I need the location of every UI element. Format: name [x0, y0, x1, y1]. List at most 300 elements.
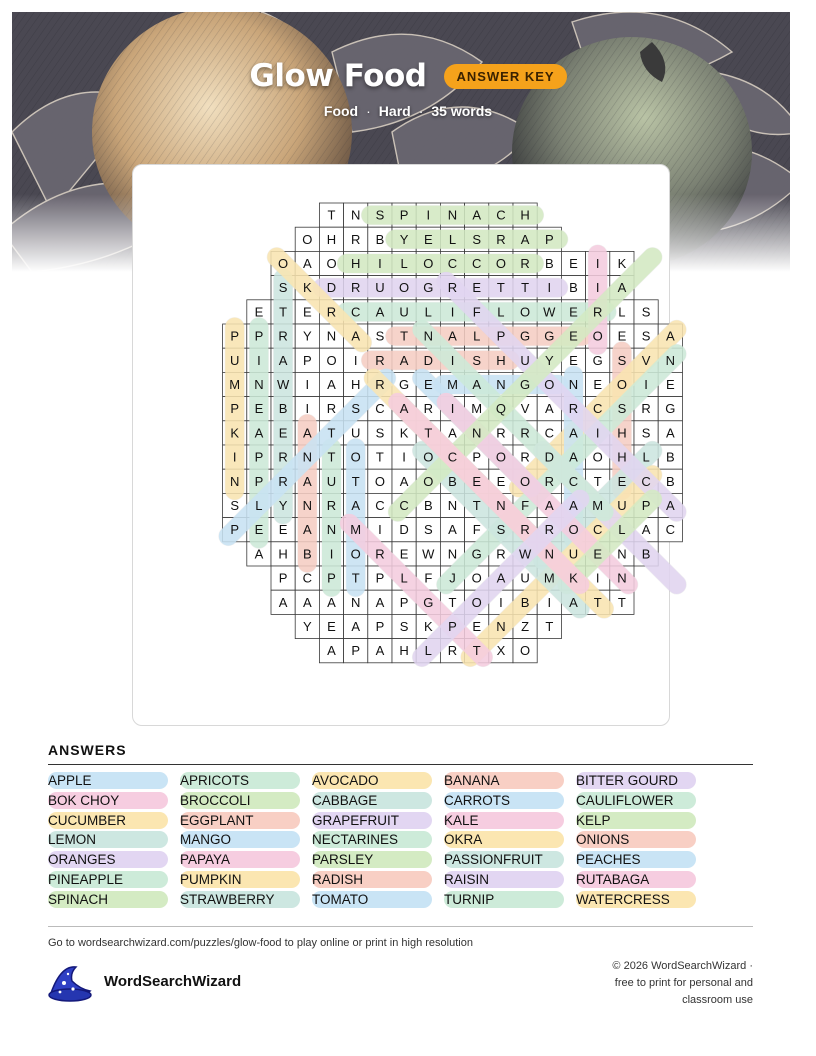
grid-letter: T: [351, 473, 360, 489]
grid-letter: W: [422, 546, 435, 562]
grid-letter: N: [326, 328, 337, 344]
grid-letter: B: [665, 473, 675, 489]
grid-letter: A: [399, 473, 409, 489]
grid-letter: P: [254, 328, 264, 344]
grid-letter: P: [472, 449, 482, 465]
grid-letter: E: [254, 522, 264, 538]
grid-letter: H: [617, 425, 627, 441]
grid-letter: R: [447, 643, 458, 659]
grid-letter: T: [327, 449, 336, 465]
grid-letter: A: [665, 498, 675, 513]
grid-letter: W: [543, 304, 556, 320]
puzzle-meta: Food · Hard · 35 words: [323, 103, 493, 119]
grid-letter: O: [350, 546, 361, 562]
grid-letter: R: [496, 425, 506, 441]
grid-letter: R: [593, 304, 603, 320]
grid-letter: M: [471, 401, 483, 417]
grid-letter: I: [329, 546, 334, 562]
grid-letter: B: [665, 449, 675, 465]
grid-letter: Z: [521, 619, 530, 634]
grid-letter: U: [326, 473, 337, 489]
grid-letter: A: [302, 522, 312, 538]
grid-letter: O: [568, 522, 579, 538]
grid-letter: O: [471, 594, 482, 610]
grid-letter: S: [375, 425, 385, 441]
grid-letter: E: [423, 377, 433, 392]
grid-letter: S: [617, 352, 627, 368]
grid-letter: S: [278, 280, 288, 296]
grid-letter: O: [592, 328, 603, 344]
grid-letter: G: [665, 401, 676, 417]
grid-letter: A: [665, 328, 675, 344]
grid-letter: E: [423, 231, 433, 247]
grid-letter: N: [351, 207, 361, 223]
grid-letter: C: [351, 304, 361, 320]
grid-letter: R: [544, 522, 554, 538]
grid-letter: R: [544, 473, 554, 489]
footer-divider: [48, 926, 753, 927]
grid-letter: T: [327, 207, 336, 223]
grid-letter: A: [399, 401, 409, 417]
grid-letter: A: [351, 498, 361, 513]
grid-letter: I: [450, 304, 455, 320]
answer-bitter-gourd: BITTER GOURD: [576, 772, 696, 789]
grid-letter: T: [521, 280, 530, 296]
grid-letter: D: [326, 280, 337, 296]
grid-letter: A: [448, 522, 457, 538]
grid-letter: L: [497, 304, 505, 320]
grid-letter: A: [448, 425, 457, 441]
grid-letter: O: [423, 256, 434, 271]
grid-letter: K: [230, 425, 240, 441]
answer-mango: MANGO: [180, 831, 300, 848]
grid-letter: U: [520, 352, 530, 368]
grid-letter: A: [327, 594, 336, 610]
answer-kale: KALE: [444, 812, 564, 829]
grid-letter: F: [472, 522, 481, 538]
answer-okra: OKRA: [444, 831, 564, 848]
grid-letter: P: [327, 570, 336, 586]
grid-letter: G: [592, 352, 603, 368]
grid-letter: P: [448, 619, 457, 634]
answer-radish: RADISH: [312, 871, 432, 888]
answer-apple: APPLE: [48, 772, 168, 789]
grid-letter: T: [327, 425, 336, 441]
grid-letter: P: [302, 352, 312, 368]
grid-letter: L: [448, 231, 457, 247]
grid-letter: I: [378, 522, 382, 538]
grid-letter: O: [520, 304, 531, 320]
grid-letter: B: [375, 231, 385, 247]
grid-letter: A: [375, 643, 385, 659]
grid-letter: M: [592, 498, 604, 513]
grid-letter: E: [569, 256, 578, 271]
grid-letter: N: [496, 498, 506, 513]
grid-letter: C: [593, 401, 603, 417]
grid-letter: P: [496, 328, 506, 344]
grid-letter: T: [400, 328, 409, 344]
grid-letter: A: [327, 377, 336, 392]
grid-letter: G: [423, 594, 434, 610]
grid-letter: E: [472, 473, 482, 489]
grid-letter: A: [327, 643, 336, 659]
grid-letter: H: [399, 643, 409, 659]
grid-letter: M: [543, 570, 555, 586]
grid-letter: P: [278, 570, 288, 586]
puzzle-title: Glow Food: [249, 58, 427, 94]
grid-letter: Q: [495, 401, 506, 417]
grid-letter: T: [472, 643, 481, 659]
grid-letter: M: [447, 377, 458, 392]
grid-letter: G: [520, 328, 531, 344]
answer-cauliflower: CAULIFLOWER: [576, 792, 696, 809]
grid-letter: S: [230, 498, 240, 513]
answer-spinach: SPINACH: [48, 891, 168, 908]
grid-letter: H: [351, 256, 361, 271]
grid-letter: N: [447, 498, 458, 513]
grid-letter: K: [569, 570, 578, 586]
grid-letter: G: [520, 377, 531, 392]
grid-letter: S: [641, 328, 651, 344]
grid-letter: E: [278, 425, 288, 441]
grid-letter: M: [350, 522, 362, 538]
grid-letter: K: [399, 425, 409, 441]
grid-letter: I: [426, 207, 431, 223]
grid-letter: P: [230, 401, 240, 417]
grid-letter: P: [254, 473, 264, 489]
grid-letter: O: [495, 256, 506, 271]
grid-letter: E: [302, 304, 312, 320]
grid-letter: A: [448, 328, 457, 344]
grid-letter: I: [402, 449, 406, 465]
answer-onions: ONIONS: [576, 831, 696, 848]
grid-letter: N: [326, 522, 337, 538]
grid-letter: P: [230, 522, 240, 538]
grid-letter: R: [520, 425, 530, 441]
grid-letter: O: [423, 473, 434, 489]
grid-letter: E: [617, 473, 627, 489]
grid-letter: N: [351, 594, 361, 610]
grid-letter: J: [449, 570, 456, 586]
grid-letter: N: [302, 498, 312, 513]
grid-letter: A: [520, 231, 530, 247]
grid-letter: N: [496, 377, 506, 392]
grid-letter: E: [617, 328, 627, 344]
grid-letter: I: [353, 352, 358, 368]
grid-letter: O: [326, 352, 337, 368]
grid-letter: N: [496, 619, 506, 634]
grid-letter: R: [351, 280, 361, 296]
grid-letter: S: [375, 328, 385, 344]
grid-letter: B: [423, 498, 433, 513]
grid-letter: I: [595, 280, 600, 296]
grid-letter: G: [423, 280, 434, 296]
grid-letter: T: [375, 449, 384, 465]
grid-letter: O: [495, 449, 506, 465]
grid-letter: B: [569, 280, 578, 296]
grid-letter: F: [521, 498, 530, 513]
grid-letter: C: [472, 256, 482, 271]
grid-letter: R: [520, 449, 530, 465]
grid-letter: C: [568, 473, 579, 489]
grid-letter: E: [472, 280, 482, 296]
grid-letter: E: [399, 546, 409, 562]
answer-strawberry: STRAWBERRY: [180, 891, 300, 908]
grid-letter: N: [302, 449, 312, 465]
grid-letter: R: [351, 231, 361, 247]
grid-letter: O: [471, 570, 482, 586]
wizard-hat-icon: [46, 963, 94, 1003]
grid-letter: Y: [399, 231, 409, 247]
grid-letter: C: [302, 570, 312, 586]
answer-turnip: TURNIP: [444, 891, 564, 908]
answer-peaches: PEACHES: [576, 851, 696, 868]
grid-letter: E: [569, 304, 578, 320]
grid-letter: L: [424, 643, 432, 659]
answer-kelp: KELP: [576, 812, 696, 829]
answer-pumpkin: PUMPKIN: [180, 871, 300, 888]
grid-letter: O: [616, 377, 627, 392]
answer-eggplant: EGGPLANT: [180, 812, 300, 829]
answer-rutabaga: RUTABAGA: [576, 871, 696, 888]
grid-letter: E: [278, 522, 288, 538]
grid-letter: A: [302, 473, 312, 489]
grid-letter: H: [351, 377, 361, 392]
grid-letter: A: [569, 425, 578, 441]
grid-letter: S: [496, 522, 506, 538]
grid-letter: E: [569, 328, 578, 344]
brand-name: WordSearchWizard: [104, 973, 242, 990]
grid-letter: D: [423, 352, 433, 368]
grid-letter: T: [593, 594, 602, 610]
grid-letter: R: [496, 546, 506, 562]
grid-letter: A: [278, 352, 288, 368]
answers-heading: ANSWERS: [48, 742, 127, 758]
grid-letter: V: [641, 352, 651, 368]
answer-passionfruit: PASSIONFRUIT: [444, 851, 564, 868]
grid-letter: G: [471, 546, 482, 562]
grid-letter: I: [232, 449, 237, 465]
answer-bok-choy: BOK CHOY: [48, 792, 168, 809]
grid-letter: I: [499, 594, 503, 610]
grid-letter: O: [520, 473, 531, 489]
grid-letter: R: [568, 401, 579, 417]
grid-letter: T: [472, 498, 481, 513]
grid-letter: P: [254, 449, 264, 465]
grid-letter: P: [351, 643, 361, 659]
grid-letter: O: [399, 280, 410, 296]
grid-letter: S: [641, 425, 651, 441]
grid-letter: Y: [544, 352, 554, 368]
grid-letter: O: [520, 643, 531, 659]
grid-letter: O: [278, 256, 289, 271]
grid-letter: L: [400, 570, 408, 586]
grid-letter: L: [424, 304, 432, 320]
grid-letter: A: [302, 425, 312, 441]
grid-letter: E: [254, 401, 264, 417]
grid-letter: G: [544, 328, 555, 344]
footer-link-text[interactable]: Go to wordsearchwizard.com/puzzles/glow-food to play online or print in high resolution: [48, 937, 473, 949]
grid-letter: L: [400, 256, 408, 271]
answer-avocado: AVOCADO: [312, 772, 432, 789]
grid-letter: C: [447, 449, 458, 465]
grid-letter: E: [593, 377, 603, 392]
grid-letter: E: [472, 619, 482, 634]
grid-letter: N: [544, 546, 554, 562]
grid-letter: R: [326, 304, 337, 320]
grid-letter: U: [617, 498, 627, 513]
grid-letter: G: [399, 377, 410, 392]
grid-letter: E: [569, 352, 578, 368]
answer-carrots: CARROTS: [444, 792, 564, 809]
grid-letter: H: [520, 207, 530, 223]
grid-letter: T: [279, 304, 288, 320]
grid-letter: B: [641, 546, 651, 562]
grid-letter: A: [351, 619, 361, 634]
grid-letter: K: [617, 256, 627, 271]
grid-letter: R: [447, 280, 458, 296]
grid-letter: P: [230, 328, 240, 344]
grid-letter: C: [593, 522, 603, 538]
grid-letter: I: [450, 401, 455, 417]
grid-letter: L: [642, 449, 650, 465]
grid-letter: S: [641, 304, 651, 320]
grid-letter: P: [641, 498, 651, 513]
grid-letter: R: [375, 352, 385, 368]
grid-letter: Y: [302, 328, 312, 344]
grid-letter: O: [544, 377, 555, 392]
grid-letter: C: [447, 256, 458, 271]
grid-letter: A: [375, 304, 385, 320]
grid-letter: L: [255, 498, 263, 513]
grid-letter: D: [399, 522, 409, 538]
grid-letter: D: [544, 449, 554, 465]
grid-letter: E: [327, 619, 336, 634]
answer-grapefruit: GRAPEFRUIT: [312, 812, 432, 829]
grid-letter: H: [326, 231, 337, 247]
grid-letter: R: [278, 328, 288, 344]
grid-letter: O: [326, 256, 337, 271]
grid-letter: A: [302, 256, 312, 271]
grid-letter: R: [520, 522, 530, 538]
grid-letter: N: [447, 546, 458, 562]
grid-letter: U: [230, 352, 240, 368]
grid-letter: S: [351, 401, 361, 417]
grid-letter: I: [595, 256, 600, 271]
grid-letter: P: [399, 207, 409, 223]
grid-letter: L: [618, 304, 626, 320]
grid-letter: C: [375, 401, 385, 417]
grid-letter: A: [302, 594, 312, 610]
grid-letter: C: [399, 498, 409, 513]
grid-letter: A: [254, 546, 264, 562]
grid-letter: U: [520, 570, 530, 586]
grid-letter: P: [375, 570, 385, 586]
grid-letter: Y: [278, 498, 288, 513]
answer-key-badge: ANSWER KEY: [444, 64, 566, 89]
grid-letter: S: [399, 619, 409, 634]
grid-letter: S: [423, 522, 433, 538]
grid-letter: B: [448, 473, 457, 489]
grid-letter: Y: [302, 619, 312, 634]
grid-letter: K: [423, 619, 433, 634]
answers-divider: [48, 764, 753, 765]
grid-letter: O: [592, 449, 603, 465]
grid-letter: A: [351, 328, 361, 344]
grid-letter: R: [278, 473, 288, 489]
grid-letter: L: [618, 522, 626, 538]
grid-letter: R: [641, 401, 651, 417]
grid-letter: A: [496, 570, 506, 586]
grid-letter: A: [254, 425, 264, 441]
answer-nectarines: NECTARINES: [312, 831, 432, 848]
answer-lemon: LEMON: [48, 831, 168, 848]
grid-letter: T: [448, 594, 457, 610]
answer-banana: BANANA: [444, 772, 564, 789]
grid-letter: C: [375, 498, 385, 513]
grid-letter: T: [424, 425, 433, 441]
grid-letter: I: [644, 377, 648, 392]
grid-letter: S: [617, 401, 627, 417]
grid-letter: A: [544, 401, 554, 417]
grid-letter: A: [665, 425, 675, 441]
grid-letter: E: [665, 377, 675, 392]
grid-letter: N: [447, 207, 458, 223]
grid-letter: R: [278, 449, 288, 465]
grid-letter: E: [593, 546, 603, 562]
answer-cucumber: CUCUMBER: [48, 812, 168, 829]
grid-letter: R: [375, 546, 385, 562]
grid-letter: T: [545, 619, 554, 634]
grid-letter: C: [665, 522, 675, 538]
grid-letter: R: [423, 401, 433, 417]
grid-letter: C: [641, 473, 651, 489]
grid-letter: N: [472, 425, 482, 441]
grid-letter: R: [520, 256, 530, 271]
answer-broccoli: BROCCOLI: [180, 792, 300, 809]
grid-letter: M: [229, 377, 241, 392]
grid-letter: U: [351, 425, 361, 441]
grid-letter: U: [568, 546, 579, 562]
grid-letter: O: [374, 473, 385, 489]
grid-letter: A: [399, 352, 409, 368]
grid-letter: A: [617, 280, 627, 296]
grid-letter: F: [424, 570, 433, 586]
grid-letter: A: [569, 594, 578, 610]
grid-letter: I: [305, 377, 310, 392]
grid-letter: I: [257, 352, 261, 368]
grid-letter: I: [547, 280, 552, 296]
grid-letter: E: [496, 473, 506, 489]
grid-letter: A: [544, 498, 554, 513]
grid-letter: A: [375, 594, 385, 610]
grid-letter: O: [423, 449, 434, 465]
grid-letter: B: [278, 401, 288, 417]
answer-apricots: APRICOTS: [180, 772, 300, 789]
word-count-label: 35 words: [431, 103, 493, 119]
grid-letter: P: [375, 619, 385, 634]
grid-letter: C: [496, 207, 506, 223]
grid-letter: O: [350, 449, 361, 465]
grid-letter: N: [568, 377, 579, 392]
answer-watercress: WATERCRESS: [576, 891, 696, 908]
category-label: Food: [323, 103, 359, 119]
grid-letter: X: [496, 643, 506, 659]
grid-letter: T: [617, 594, 626, 610]
grid-letter: I: [547, 594, 552, 610]
grid-letter: A: [569, 498, 578, 513]
grid-letter: B: [520, 594, 530, 610]
